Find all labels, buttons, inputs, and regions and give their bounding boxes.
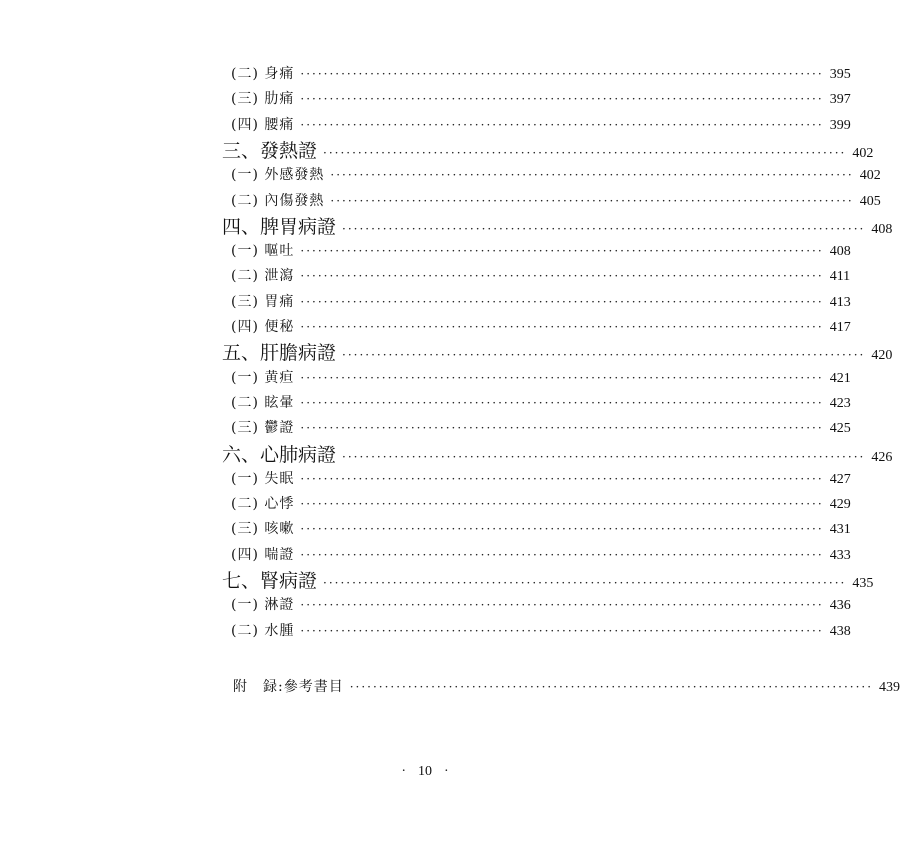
toc-section-entry xyxy=(222,440,893,467)
toc-entry-label: (二) 身痛 xyxy=(231,66,295,82)
toc-entry-page: 417 xyxy=(829,320,851,335)
toc-entry-page: 438 xyxy=(829,623,851,639)
dot-leader: ·························································································· xyxy=(342,449,866,464)
toc-subsection-entry xyxy=(231,291,851,311)
dot-leader: ·························································································· xyxy=(300,598,824,613)
dot-leader: ·························································································· xyxy=(300,395,824,410)
dot-leader: ·························································································· xyxy=(300,294,824,309)
toc-subsection-entry xyxy=(231,392,851,412)
toc-subsection-entry xyxy=(231,594,851,614)
toc-entry-page: 411 xyxy=(829,269,851,285)
toc-entry-label: (一) 黄疸 xyxy=(231,369,295,386)
toc-entry-page: 397 xyxy=(829,92,851,108)
toc-subsection-entry xyxy=(231,88,851,108)
toc-entry-page: 399 xyxy=(829,117,851,133)
toc-entry-label: (二) 泄瀉 xyxy=(231,268,295,285)
toc-entry-label: (三) 咳嗽 xyxy=(231,521,295,538)
dot-leader: ·························································································· xyxy=(300,92,824,107)
toc-entry-label: 五、肝膽病證 xyxy=(222,342,337,365)
toc-entry-page: 421 xyxy=(829,370,851,386)
toc-entry-page: 429 xyxy=(829,497,851,513)
toc-subsection-entry xyxy=(231,164,881,184)
toc-entry-label: (一) 外感發熱 xyxy=(231,167,325,184)
toc-entry-label: (四) 腰痛 xyxy=(231,116,295,133)
toc-entry-page: 402 xyxy=(859,168,881,184)
dot-leader: ·························································································· xyxy=(342,221,866,236)
toc-subsection-entry xyxy=(231,417,851,437)
toc-subsection-entry xyxy=(231,620,851,640)
toc-entry-label: (三) 鬱證 xyxy=(231,420,295,437)
toc-section-entry xyxy=(222,566,874,593)
dot-leader: ·························································································· xyxy=(300,370,824,385)
toc-entry-page: 395 xyxy=(829,67,851,82)
dot-leader: ·························································································· xyxy=(300,269,824,284)
toc-subsection-entry xyxy=(231,316,851,336)
dot-leader: ·························································································· xyxy=(300,497,824,512)
toc-entry-label: (一) 失眠 xyxy=(231,470,295,487)
page-number: 10 xyxy=(418,764,432,779)
toc-entry-label: (三) 肋痛 xyxy=(231,91,295,108)
dot-leader: ·························································································· xyxy=(300,623,824,638)
toc-subsection-entry xyxy=(231,493,851,513)
toc-entry-label: 七、腎病證 xyxy=(222,570,318,592)
toc-subsection-entry xyxy=(231,367,851,387)
toc-entry-label: (一) 淋證 xyxy=(231,597,295,614)
dot-leader: ·························································································· xyxy=(300,421,824,436)
dot-leader: ·························································································· xyxy=(300,244,824,259)
dot-leader: ·························································································· xyxy=(300,522,824,537)
dot-leader: ·························································································· xyxy=(300,320,824,334)
toc-entry-label: 六、心肺病證 xyxy=(222,443,337,466)
toc-entry-page: 435 xyxy=(852,576,874,591)
toc-entry-page: 405 xyxy=(859,193,881,209)
toc-entry-label: (二) 心悸 xyxy=(231,496,295,513)
toc-entry-page: 439 xyxy=(879,680,900,695)
dot-leader: ·························································································· xyxy=(300,547,824,562)
toc-entry-appendix xyxy=(233,676,900,696)
toc-subsection-entry xyxy=(231,190,881,210)
toc-entry-label: (三) 胃痛 xyxy=(231,293,295,310)
toc-section-entry xyxy=(222,136,874,163)
toc-subsection-entry xyxy=(231,240,851,260)
page-footer xyxy=(0,764,850,780)
dot-leader: ·························································································· xyxy=(330,193,854,208)
toc-section-entry xyxy=(222,338,893,365)
dot-leader: ·························································································· xyxy=(300,67,824,81)
footer-ornament-left: · xyxy=(401,764,406,779)
toc-entry-label: (四) 喘證 xyxy=(231,546,295,563)
toc-entry-page: 408 xyxy=(871,221,893,237)
toc-subsection-entry xyxy=(231,63,851,83)
toc-entry-page: 420 xyxy=(871,348,893,364)
toc-entry-page: 402 xyxy=(852,145,874,161)
toc-entry-label: 四、脾胃病證 xyxy=(222,215,337,238)
toc-entry-label: (二) 水腫 xyxy=(231,622,295,639)
dot-leader: ·························································································· xyxy=(300,117,824,132)
toc-subsection-entry xyxy=(231,518,851,538)
dot-leader: ·························································································· xyxy=(342,348,866,363)
dot-leader: ·························································································· xyxy=(349,680,874,694)
toc-entry-label: (一) 嘔吐 xyxy=(231,243,295,260)
dot-leader: ·························································································· xyxy=(323,145,847,160)
dot-leader: ·························································································· xyxy=(330,168,854,183)
toc-entry-page: 431 xyxy=(829,522,851,538)
toc-entry-label: 三、發熱證 xyxy=(222,139,318,162)
toc-subsection-entry xyxy=(231,265,851,285)
toc-entry-label: (二) 眩暈 xyxy=(231,394,295,411)
toc-subsection-entry xyxy=(231,544,851,564)
toc-entry-page: 427 xyxy=(829,471,851,487)
toc-entry-label: (二) 內傷發熱 xyxy=(231,192,325,209)
toc-entry-page: 426 xyxy=(871,449,893,465)
dot-leader: ·························································································· xyxy=(323,576,847,590)
toc-section-entry xyxy=(222,212,893,239)
toc-entry-page: 408 xyxy=(829,244,851,260)
toc-entry-page: 436 xyxy=(829,598,851,614)
toc-subsection-entry xyxy=(231,114,851,134)
toc-entry-page: 425 xyxy=(829,421,851,437)
toc-entry-page: 423 xyxy=(829,395,851,411)
dot-leader: ·························································································· xyxy=(300,471,824,486)
toc-subsection-entry xyxy=(231,468,851,488)
toc-entry-page: 413 xyxy=(829,294,851,310)
toc-entry-label: 附 録:參考書目 xyxy=(233,679,344,695)
toc-entry-page: 433 xyxy=(829,547,851,563)
toc-entry-label: (四) 便秘 xyxy=(231,319,295,335)
footer-ornament-right: · xyxy=(444,764,449,779)
